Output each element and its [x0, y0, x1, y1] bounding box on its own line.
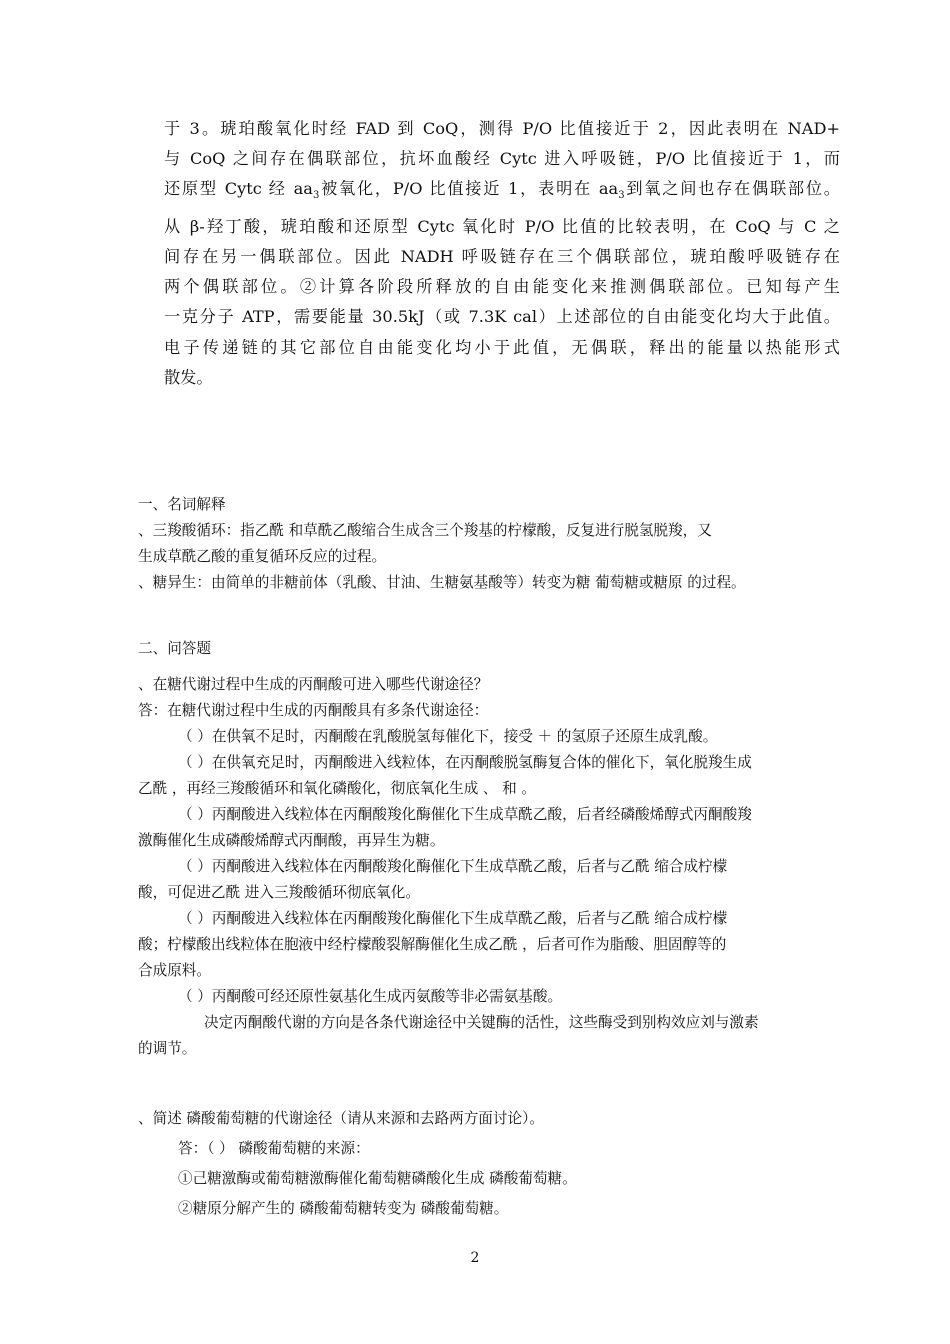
section-heading: 一、名词解释 [138, 496, 226, 513]
answer-item-cont: 酸，可促进乙酰 进入三羧酸循环彻底氧化。 [138, 884, 420, 901]
text-line: 与 CoQ 之间存在偶联部位，抗坏血酸经 Cytc 进入呼吸链，P/O 比值接近于 1，而 [164, 149, 840, 169]
subscript: 3 [312, 190, 320, 202]
answer-item: （ ）丙酮酸进入线粒体在丙酮酸羧化酶催化下生成草酰乙酸，后者与乙酰 缩合成柠檬 [178, 910, 728, 927]
answer-item: （ ）丙酮酸进入线粒体在丙酮酸羧化酶催化下生成草酰乙酸，后者经磷酸烯醇式丙酮酸羧 [178, 806, 752, 823]
answer: 答：（ ） 磷酸葡萄糖的来源： [178, 1140, 370, 1157]
answer-item: ②糖原分解产生的 磷酸葡萄糖转变为 磷酸葡萄糖。 [178, 1200, 509, 1217]
answer-item-cont: 乙酰 ，再经三羧酸循环和氧化磷酸化，彻底氧化生成 、 和 。 [138, 780, 536, 797]
text-line: 一克分子 ATP，需要能量 30.5kJ（或 7.3K cal）上述部位的自由能变化均大于此值。 [164, 307, 840, 327]
answer-item: （ ）在供氧充足时，丙酮酸进入线粒体，在丙酮酸脱氢酶复合体的催化下，氧化脱羧生成 [178, 754, 752, 771]
text-line: 两个偶联部位。②计算各阶段所释放的自由能变化来推测偶联部位。已知每产生 [164, 277, 840, 297]
text-line: 从 β-羟丁酸，琥珀酸和还原型 Cytc 氧化时 P/O 比值的比较表明，在 CoQ 与 C 之 [164, 216, 840, 236]
section-qa-2 [138, 1106, 842, 1222]
text-line: 散发。 [164, 367, 213, 387]
answer-item: （ ）在供氧不足时，丙酮酸在乳酸脱氢每催化下，接受 ＋ 的氢原子还原生成乳酸。 [178, 728, 718, 745]
answer: 答：在糖代谢过程中生成的丙酮酸具有多条代谢途径： [138, 702, 489, 719]
term-item: 、三羧酸循环：指乙酰 和草酰乙酸缩合生成含三个羧基的柠檬酸，反复进行脱氢脱羧，又 [138, 522, 712, 539]
text-line: 间存在另一偶联部位。因此 NADH 呼吸链存在三个偶联部位，琥珀酸呼吸链存在 [164, 247, 840, 267]
answer-item: （ ）丙酮酸进入线粒体在丙酮酸羧化酶催化下生成草酰乙酸，后者与乙酰 缩合成柠檬 [178, 858, 728, 875]
section-qa [138, 636, 842, 1062]
subscript: 3 [618, 190, 625, 202]
question: 、简述 磷酸葡萄糖的代谢途径（请从来源和去路两方面讨论）。 [138, 1110, 544, 1127]
term-item: 、糖异生：由简单的非糖前体（乳酸、甘油、生糖氨基酸等）转变为糖 葡萄糖或糖原 的过程。 [138, 574, 746, 591]
top-paragraph [164, 114, 840, 393]
term-item: 生成草酰乙酸的重复循环反应的过程。 [138, 548, 387, 565]
answer-item-cont: 激酶催化生成磷酸烯醇式丙酮酸，再异生为糖。 [138, 832, 445, 849]
text-line: 电子传递链的其它部位自由能变化均小于此值，无偶联，释出的能量以热能形式 [164, 337, 840, 357]
text-segment: 被氧化，P/O 比值接近 1，表明在 aa [319, 179, 619, 199]
section-heading: 二、问答题 [138, 640, 211, 657]
answer-conclusion: 决定丙酮酸代谢的方向是各条代谢途径中关键酶的活性，这些酶受到别构效应刘与激素 [204, 1014, 759, 1031]
answer-item-cont: 酸；柠檬酸出线粒体在胞液中经柠檬酸裂解酶催化生成乙酰 ，后者可作为脂酸、胆固醇等的 [138, 936, 727, 953]
text-segment: 还原型 Cytc 经 aa [164, 179, 313, 199]
answer-item-cont: 合成原料。 [138, 962, 211, 979]
text-line [164, 174, 840, 211]
answer-item: ①己糖激酶或葡萄糖激酶催化葡萄糖磷酸化生成 磷酸葡萄糖。 [178, 1170, 577, 1187]
question: 、在糖代谢过程中生成的丙酮酸可进入哪些代谢途径？ [138, 676, 489, 693]
text-segment: 到氧之间也存在偶联部位。 [624, 179, 840, 199]
text-line: 于 3。琥珀酸氧化时经 FAD 到 CoQ，测得 P/O 比值接近于 2，因此表明在 NAD+ [164, 119, 840, 138]
section-terms [138, 492, 842, 596]
answer-conclusion-cont: 的调节。 [138, 1040, 197, 1057]
page-number: 2 [470, 1250, 480, 1266]
answer-item: （ ）丙酮酸可经还原性氨基化生成丙氨酸等非必需氨基酸。 [178, 988, 563, 1005]
